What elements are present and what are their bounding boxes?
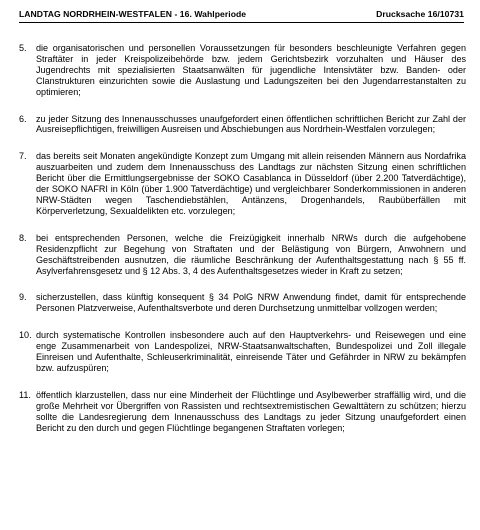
document-number: Drucksache 16/10731 [376, 9, 464, 19]
list-item-text: sicherzustellen, dass künftig konsequent § 34 PolG NRW Anwendung findet, damit für entsprechende Personen Platzverweise, Aufenthaltsverbote und deren Durchsetzung unmittelbar vollzogen werden; [36, 292, 466, 314]
list-item-10 [19, 330, 466, 374]
list-item-number: 9. [19, 292, 27, 303]
list-item-number: 5. [19, 43, 27, 53]
list-item-7 [19, 151, 466, 216]
list-item-number: 6. [19, 113, 27, 124]
list-item-number: 8. [19, 232, 27, 243]
list-item-text: öffentlich klarzustellen, dass nur eine Minderheit der Flüchtlinge und Asylbewerber straffällig wird, und die große Mehrheit vor Übergriffen von Rassisten und rechtsextremistischen Gewalttätern zu schützen; hierzu sollte die Landesregierung dem Innenausschuss des Landtags zu jeder Sitzung unaufgefordert einen Bericht zu den durch und gegen Flüchtlinge begangenen Straftaten vorlegen; [36, 389, 466, 433]
page-header [19, 9, 464, 23]
list-item-11 [19, 390, 466, 434]
list-item-text: bei entsprechenden Personen, welche die Freizügigkeit innerhalb NRWs durch die aufgehobene Residenzpflicht zur Begehung von Straftaten und der Belästigung von Bürgern, Anwohnern und Geschäftstreibenden ausnutzen, die räumliche Beschränkung der Aufenthaltsgestattung nach § 55 ff. Asylverfahrensgesetz und § 12 Abs. 3, 4 des Aufenthaltsgesetzes wieder in Kraft zu setzen; [36, 232, 466, 276]
list-item-text: durch systematische Kontrollen insbesondere auch auf den Hauptverkehrs- und Reisewegen und eine enge Zusammenarbeit von Landespolizei, NRW-Staatsanwaltschaften, Bundespolizei und Zoll illegale Einreisen und Aufenthalte, Schleuserkriminalität, einreisende Täter und Gefährder in NRW zu bekämpfen bzw. aufzuspüren; [36, 330, 466, 373]
list-item-number: 10. [19, 330, 32, 341]
list-item-text: die organisatorischen und personellen Voraussetzungen für besonders beschleunigte Verfahren gegen Straftäter in jeder Kreispolizeibehörde bzw. jedem Gerichtsbezirk vorzuhalten und Häuser des Jugendrechts mit spezialisierten Staatsanwälten für jugendliche Intensivtäter bzw. Banden- oder Clanstrukturen einzurichten sowie die Auslastung und Ladungszeiten bei den Jugendarrestanstalten zu optimieren; [36, 43, 466, 97]
list-item-9 [19, 292, 466, 314]
numbered-list [19, 43, 466, 433]
list-item-8 [19, 233, 466, 277]
list-item-text: zu jeder Sitzung des Innenausschusses unaufgefordert einen öffentlichen schriftlichen Bericht zur Zahl der Ausreisepflichtigen, freiwilligen Ausreisen und Abschiebungen aus Nordrhein-Westfalen vorzulegen; [36, 113, 466, 135]
list-item-number: 11. [19, 389, 31, 400]
list-item-text: das bereits seit Monaten angekündigte Konzept zum Umgang mit allein reisenden Männern aus Nordafrika auszuarbeiten und zudem dem Innenausschuss des Landtags zur nächsten Sitzung einen schriftlichen Bericht über die Ermittlungsergebnisse der SOKO Casablanca in Düsseldorf (über 2.200 Tatverdächtige), der SOKO NAFRI in Köln (über 1.900 Tatverdächtige) und vergleichbarer Sonderkommissionen in anderen NRW-Städten wegen Taschendiebstählen, Antänzens, Drogenhandels, Raubüberfällen mit Körperverletzung, Sexualdelikten etc. vorzulegen; [36, 151, 466, 216]
list-item-6 [19, 114, 466, 136]
list-item-number: 7. [19, 151, 27, 162]
parliament-period-label: LANDTAG NORDRHEIN-WESTFALEN - 16. Wahlperiode [19, 9, 247, 19]
list-item-5 [19, 43, 466, 98]
